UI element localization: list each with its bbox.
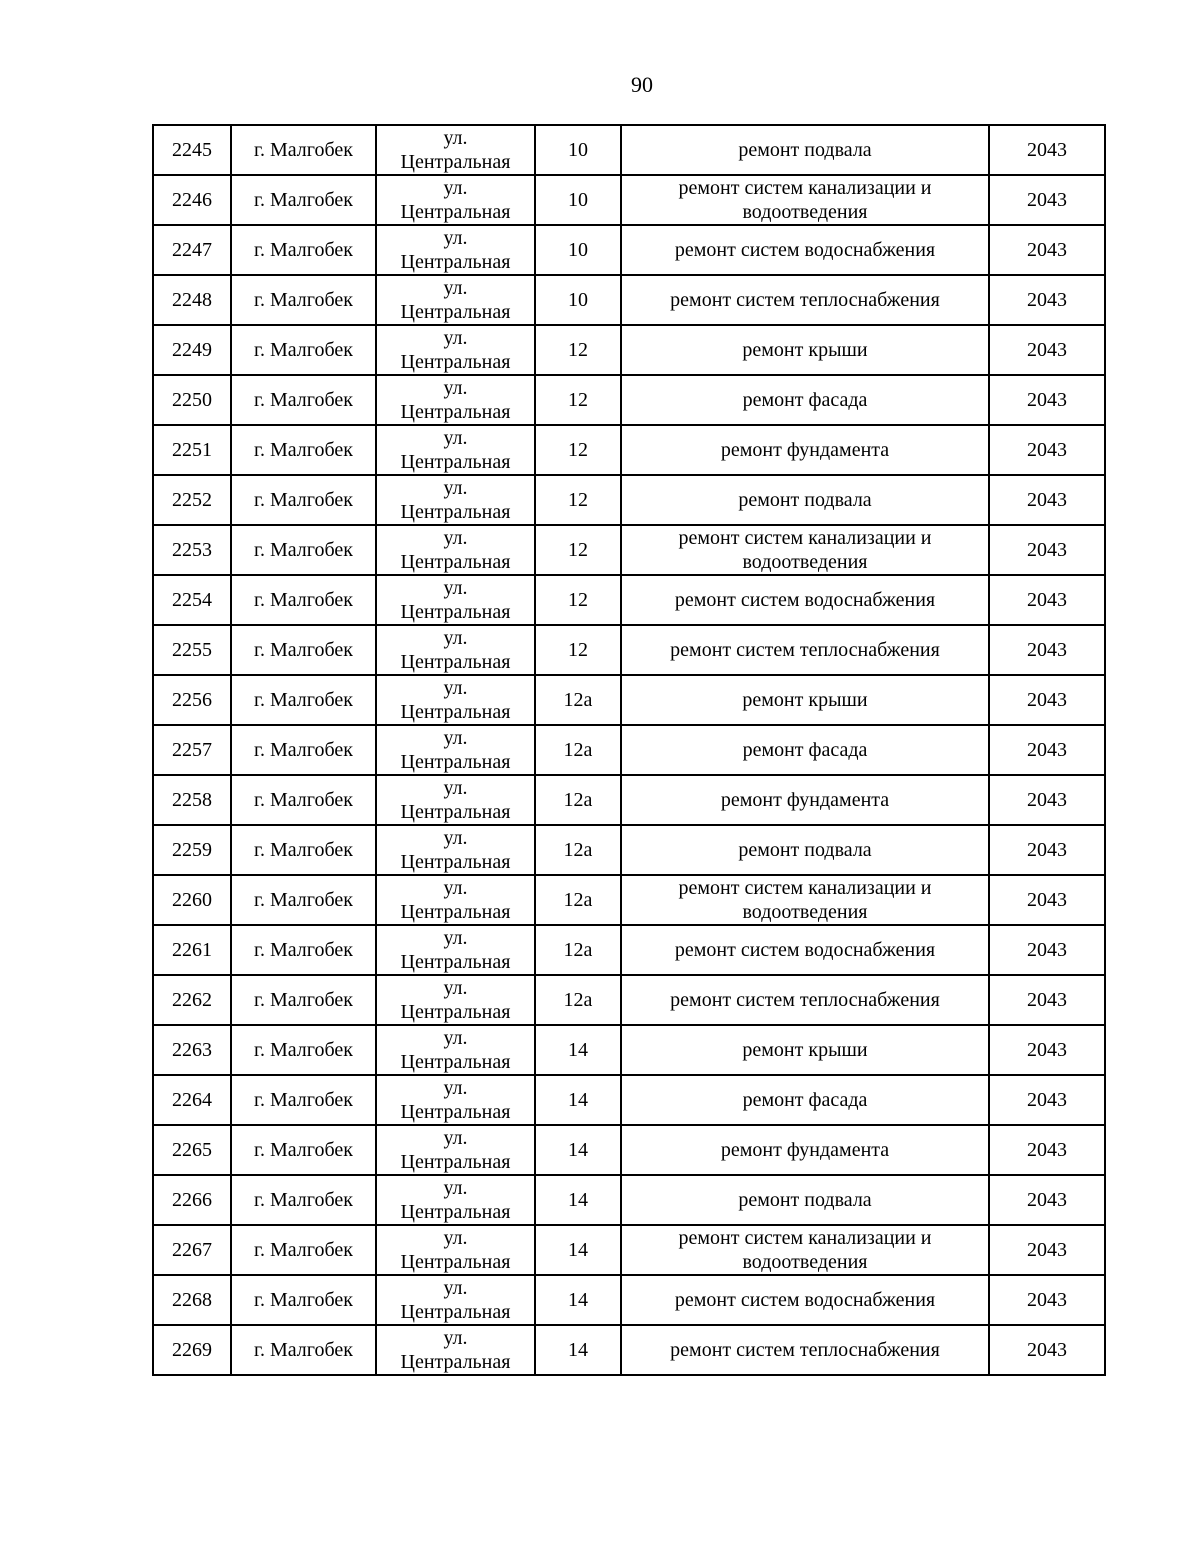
year-cell: 2043 xyxy=(989,1325,1105,1375)
house-number-cell: 12а xyxy=(535,825,621,875)
street-name: Центральная xyxy=(400,951,511,973)
street-name: Центральная xyxy=(400,251,511,273)
year-cell: 2043 xyxy=(989,475,1105,525)
row-number-cell: 2262 xyxy=(153,975,231,1025)
street-cell xyxy=(376,175,535,225)
table-row xyxy=(153,475,1105,525)
table-row xyxy=(153,925,1105,975)
street-prefix: ул. xyxy=(443,377,468,399)
street-prefix: ул. xyxy=(443,1127,468,1149)
year-cell: 2043 xyxy=(989,525,1105,575)
year-cell: 2043 xyxy=(989,425,1105,475)
house-number-cell: 14 xyxy=(535,1225,621,1275)
street-prefix: ул. xyxy=(443,727,468,749)
house-number-cell: 14 xyxy=(535,1075,621,1125)
table-row xyxy=(153,1225,1105,1275)
street-name: Центральная xyxy=(400,1101,511,1123)
house-number-cell: 12 xyxy=(535,375,621,425)
house-number-cell: 10 xyxy=(535,225,621,275)
row-number-cell: 2260 xyxy=(153,875,231,925)
street-name: Центральная xyxy=(400,601,511,623)
table-row xyxy=(153,775,1105,825)
street-cell xyxy=(376,225,535,275)
street-prefix: ул. xyxy=(443,327,468,349)
street-name: Центральная xyxy=(400,501,511,523)
year-cell: 2043 xyxy=(989,725,1105,775)
work-type-cell: ремонт систем водоснабжения xyxy=(621,225,989,275)
street-prefix: ул. xyxy=(443,127,468,149)
work-type-cell: ремонт подвала xyxy=(621,475,989,525)
work-type-cell: ремонт систем канализации и водоотведения xyxy=(621,525,989,575)
street-cell xyxy=(376,675,535,725)
table-row xyxy=(153,375,1105,425)
street-name: Центральная xyxy=(400,551,511,573)
city-cell: г. Малгобек xyxy=(231,675,376,725)
street-prefix: ул. xyxy=(443,627,468,649)
city-cell: г. Малгобек xyxy=(231,525,376,575)
street-name: Центральная xyxy=(400,401,511,423)
house-number-cell: 12 xyxy=(535,525,621,575)
row-number-cell: 2267 xyxy=(153,1225,231,1275)
table-row xyxy=(153,225,1105,275)
row-number-cell: 2257 xyxy=(153,725,231,775)
house-number-cell: 12 xyxy=(535,625,621,675)
city-cell: г. Малгобек xyxy=(231,975,376,1025)
city-cell: г. Малгобек xyxy=(231,125,376,175)
year-cell: 2043 xyxy=(989,975,1105,1025)
row-number-cell: 2253 xyxy=(153,525,231,575)
street-prefix: ул. xyxy=(443,577,468,599)
year-cell: 2043 xyxy=(989,275,1105,325)
table-row xyxy=(153,1275,1105,1325)
street-prefix: ул. xyxy=(443,677,468,699)
work-type-cell: ремонт крыши xyxy=(621,325,989,375)
work-type-cell: ремонт систем теплоснабжения xyxy=(621,1325,989,1375)
work-type-cell: ремонт крыши xyxy=(621,675,989,725)
row-number-cell: 2268 xyxy=(153,1275,231,1325)
year-cell: 2043 xyxy=(989,1175,1105,1225)
street-cell xyxy=(376,425,535,475)
street-prefix: ул. xyxy=(443,1277,468,1299)
street-prefix: ул. xyxy=(443,177,468,199)
table-row xyxy=(153,125,1105,175)
year-cell: 2043 xyxy=(989,225,1105,275)
table-row xyxy=(153,325,1105,375)
row-number-cell: 2251 xyxy=(153,425,231,475)
table-row xyxy=(153,1175,1105,1225)
table-row xyxy=(153,875,1105,925)
work-type-cell: ремонт систем канализации и водоотведения xyxy=(621,1225,989,1275)
year-cell: 2043 xyxy=(989,125,1105,175)
year-cell: 2043 xyxy=(989,925,1105,975)
street-cell xyxy=(376,825,535,875)
table-row xyxy=(153,575,1105,625)
street-cell xyxy=(376,1125,535,1175)
house-number-cell: 10 xyxy=(535,125,621,175)
street-cell xyxy=(376,1175,535,1225)
house-number-cell: 12 xyxy=(535,425,621,475)
house-number-cell: 14 xyxy=(535,1025,621,1075)
city-cell: г. Малгобек xyxy=(231,375,376,425)
work-type-cell: ремонт подвала xyxy=(621,1175,989,1225)
city-cell: г. Малгобек xyxy=(231,175,376,225)
row-number-cell: 2263 xyxy=(153,1025,231,1075)
city-cell: г. Малгобек xyxy=(231,325,376,375)
street-prefix: ул. xyxy=(443,827,468,849)
city-cell: г. Малгобек xyxy=(231,1075,376,1125)
street-prefix: ул. xyxy=(443,527,468,549)
repair-schedule-table xyxy=(152,124,1106,1376)
city-cell: г. Малгобек xyxy=(231,275,376,325)
work-type-cell: ремонт систем водоснабжения xyxy=(621,575,989,625)
street-name: Центральная xyxy=(400,1051,511,1073)
street-cell xyxy=(376,925,535,975)
street-cell xyxy=(376,725,535,775)
year-cell: 2043 xyxy=(989,375,1105,425)
table-row xyxy=(153,825,1105,875)
street-cell xyxy=(376,775,535,825)
street-cell xyxy=(376,1025,535,1075)
street-prefix: ул. xyxy=(443,277,468,299)
year-cell: 2043 xyxy=(989,1225,1105,1275)
row-number-cell: 2249 xyxy=(153,325,231,375)
table-row xyxy=(153,625,1105,675)
street-cell xyxy=(376,275,535,325)
table-row xyxy=(153,275,1105,325)
year-cell: 2043 xyxy=(989,1275,1105,1325)
street-name: Центральная xyxy=(400,1301,511,1323)
row-number-cell: 2258 xyxy=(153,775,231,825)
row-number-cell: 2255 xyxy=(153,625,231,675)
street-name: Центральная xyxy=(400,1001,511,1023)
street-prefix: ул. xyxy=(443,1077,468,1099)
street-cell xyxy=(376,325,535,375)
city-cell: г. Малгобек xyxy=(231,225,376,275)
table-row xyxy=(153,725,1105,775)
street-name: Центральная xyxy=(400,851,511,873)
street-cell xyxy=(376,1275,535,1325)
street-cell xyxy=(376,125,535,175)
house-number-cell: 12 xyxy=(535,475,621,525)
house-number-cell: 14 xyxy=(535,1325,621,1375)
house-number-cell: 12а xyxy=(535,875,621,925)
street-cell xyxy=(376,875,535,925)
work-type-cell: ремонт систем теплоснабжения xyxy=(621,975,989,1025)
street-cell xyxy=(376,1225,535,1275)
work-type-cell: ремонт фундамента xyxy=(621,775,989,825)
city-cell: г. Малгобек xyxy=(231,1225,376,1275)
street-prefix: ул. xyxy=(443,1027,468,1049)
street-name: Центральная xyxy=(400,1201,511,1223)
house-number-cell: 12а xyxy=(535,725,621,775)
year-cell: 2043 xyxy=(989,175,1105,225)
year-cell: 2043 xyxy=(989,875,1105,925)
row-number-cell: 2252 xyxy=(153,475,231,525)
street-prefix: ул. xyxy=(443,927,468,949)
row-number-cell: 2266 xyxy=(153,1175,231,1225)
street-name: Центральная xyxy=(400,751,511,773)
year-cell: 2043 xyxy=(989,1075,1105,1125)
row-number-cell: 2245 xyxy=(153,125,231,175)
year-cell: 2043 xyxy=(989,625,1105,675)
page-number: 90 xyxy=(631,72,653,97)
work-type-cell: ремонт систем канализации и водоотведения xyxy=(621,175,989,225)
work-type-cell: ремонт фундамента xyxy=(621,1125,989,1175)
street-cell xyxy=(376,525,535,575)
year-cell: 2043 xyxy=(989,825,1105,875)
street-cell xyxy=(376,375,535,425)
street-prefix: ул. xyxy=(443,1227,468,1249)
street-cell xyxy=(376,975,535,1025)
work-type-cell: ремонт фасада xyxy=(621,375,989,425)
street-name: Центральная xyxy=(400,1151,511,1173)
year-cell: 2043 xyxy=(989,775,1105,825)
house-number-cell: 12а xyxy=(535,775,621,825)
table-row xyxy=(153,1325,1105,1375)
city-cell: г. Малгобек xyxy=(231,775,376,825)
street-cell xyxy=(376,475,535,525)
street-cell xyxy=(376,625,535,675)
work-type-cell: ремонт крыши xyxy=(621,1025,989,1075)
house-number-cell: 14 xyxy=(535,1275,621,1325)
city-cell: г. Малгобек xyxy=(231,925,376,975)
work-type-cell: ремонт систем канализации и водоотведения xyxy=(621,875,989,925)
street-prefix: ул. xyxy=(443,427,468,449)
table-row xyxy=(153,975,1105,1025)
table-row xyxy=(153,1075,1105,1125)
row-number-cell: 2248 xyxy=(153,275,231,325)
house-number-cell: 12 xyxy=(535,325,621,375)
street-prefix: ул. xyxy=(443,777,468,799)
city-cell: г. Малгобек xyxy=(231,825,376,875)
street-name: Центральная xyxy=(400,901,511,923)
street-prefix: ул. xyxy=(443,1327,468,1349)
city-cell: г. Малгобек xyxy=(231,1025,376,1075)
year-cell: 2043 xyxy=(989,1125,1105,1175)
street-name: Центральная xyxy=(400,801,511,823)
street-prefix: ул. xyxy=(443,877,468,899)
row-number-cell: 2246 xyxy=(153,175,231,225)
city-cell: г. Малгобек xyxy=(231,425,376,475)
year-cell: 2043 xyxy=(989,575,1105,625)
street-name: Центральная xyxy=(400,651,511,673)
street-cell xyxy=(376,1325,535,1375)
street-cell xyxy=(376,575,535,625)
work-type-cell: ремонт фасада xyxy=(621,725,989,775)
table-row xyxy=(153,1125,1105,1175)
work-type-cell: ремонт фасада xyxy=(621,1075,989,1125)
row-number-cell: 2250 xyxy=(153,375,231,425)
street-prefix: ул. xyxy=(443,1177,468,1199)
street-name: Центральная xyxy=(400,1251,511,1273)
street-name: Центральная xyxy=(400,701,511,723)
table-body xyxy=(153,125,1105,1375)
city-cell: г. Малгобек xyxy=(231,875,376,925)
table-row xyxy=(153,525,1105,575)
city-cell: г. Малгобек xyxy=(231,475,376,525)
table-row xyxy=(153,1025,1105,1075)
street-prefix: ул. xyxy=(443,227,468,249)
city-cell: г. Малгобек xyxy=(231,625,376,675)
street-cell xyxy=(376,1075,535,1125)
year-cell: 2043 xyxy=(989,1025,1105,1075)
row-number-cell: 2254 xyxy=(153,575,231,625)
city-cell: г. Малгобек xyxy=(231,575,376,625)
row-number-cell: 2269 xyxy=(153,1325,231,1375)
table-row xyxy=(153,175,1105,225)
work-type-cell: ремонт фундамента xyxy=(621,425,989,475)
work-type-cell: ремонт подвала xyxy=(621,125,989,175)
house-number-cell: 12а xyxy=(535,925,621,975)
city-cell: г. Малгобек xyxy=(231,1125,376,1175)
table-row xyxy=(153,425,1105,475)
row-number-cell: 2264 xyxy=(153,1075,231,1125)
street-name: Центральная xyxy=(400,151,511,173)
street-prefix: ул. xyxy=(443,977,468,999)
street-name: Центральная xyxy=(400,451,511,473)
street-name: Центральная xyxy=(400,1351,511,1373)
year-cell: 2043 xyxy=(989,675,1105,725)
street-name: Центральная xyxy=(400,201,511,223)
table-row xyxy=(153,675,1105,725)
work-type-cell: ремонт систем водоснабжения xyxy=(621,1275,989,1325)
row-number-cell: 2265 xyxy=(153,1125,231,1175)
city-cell: г. Малгобек xyxy=(231,725,376,775)
city-cell: г. Малгобек xyxy=(231,1275,376,1325)
house-number-cell: 14 xyxy=(535,1125,621,1175)
house-number-cell: 10 xyxy=(535,175,621,225)
city-cell: г. Малгобек xyxy=(231,1175,376,1225)
house-number-cell: 14 xyxy=(535,1175,621,1225)
house-number-cell: 10 xyxy=(535,275,621,325)
work-type-cell: ремонт систем теплоснабжения xyxy=(621,275,989,325)
street-name: Центральная xyxy=(400,351,511,373)
city-cell: г. Малгобек xyxy=(231,1325,376,1375)
work-type-cell: ремонт систем теплоснабжения xyxy=(621,625,989,675)
house-number-cell: 12 xyxy=(535,575,621,625)
work-type-cell: ремонт систем водоснабжения xyxy=(621,925,989,975)
row-number-cell: 2261 xyxy=(153,925,231,975)
house-number-cell: 12а xyxy=(535,675,621,725)
street-name: Центральная xyxy=(400,301,511,323)
house-number-cell: 12а xyxy=(535,975,621,1025)
year-cell: 2043 xyxy=(989,325,1105,375)
row-number-cell: 2256 xyxy=(153,675,231,725)
street-prefix: ул. xyxy=(443,477,468,499)
work-type-cell: ремонт подвала xyxy=(621,825,989,875)
row-number-cell: 2259 xyxy=(153,825,231,875)
row-number-cell: 2247 xyxy=(153,225,231,275)
